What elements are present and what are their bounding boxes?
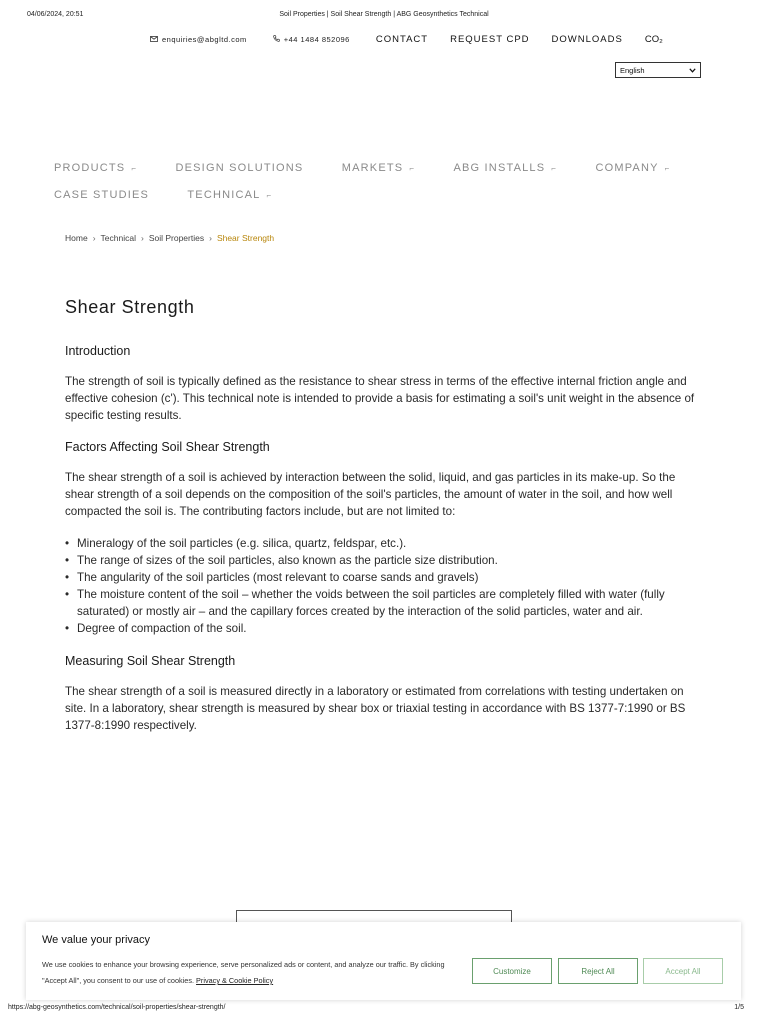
breadcrumb xyxy=(65,233,274,243)
breadcrumb-home[interactable]: Home xyxy=(65,233,88,243)
phone-text: +44 1484 852096 xyxy=(283,34,350,44)
breadcrumb-separator: › xyxy=(140,233,144,243)
envelope-icon xyxy=(150,35,158,44)
nav-item-label: ABG INSTALLS xyxy=(453,162,546,174)
list-item: • Mineralogy of the soil particles (e.g. silica, quartz, feldspar, etc.). xyxy=(77,535,695,552)
breadcrumb-separator: › xyxy=(209,233,212,243)
reject-all-button[interactable]: Reject All xyxy=(558,958,638,984)
list-item: • The range of sizes of the soil particles, also known as the particle size distribution. xyxy=(77,552,695,569)
nav-item-label: MARKETS xyxy=(341,162,404,174)
list-item: • The moisture content of the soil – whether the voids between the soil particles are completely filled with water (fully saturated) or mostly air – and the capillary forces created by the interaction of the solid particles, water and air. xyxy=(77,586,695,620)
main-navigation xyxy=(54,155,714,209)
cookie-consent-banner xyxy=(26,922,741,1000)
dropdown-caret-icon: ⌐ xyxy=(131,164,138,173)
section-paragraph-measuring: The shear strength of a soil is measured directly in a laboratory or estimated from correlations with testing undertaken on site. In a laboratory, shear strength is measured by shear box or triaxial testing in accordance with BS 1377-7:1990 or BS 1377-8:1990 respectively. xyxy=(65,685,686,732)
nav-item-design-solutions[interactable] xyxy=(175,155,303,181)
cookie-banner-description: We use cookies to enhance your browsing experience, serve personalized ads or content, and analyze our traffic. By clicking "Accept All", you consent to our use of cookies. xyxy=(42,960,445,985)
dropdown-caret-icon: ⌐ xyxy=(551,164,558,173)
nav-item-label: TECHNICAL xyxy=(187,189,261,201)
breadcrumb-current: Shear Strength xyxy=(216,233,275,243)
breadcrumb-separator: › xyxy=(92,233,96,243)
section-heading-factors: Factors Affecting Soil Shear Strength xyxy=(65,440,270,454)
downloads-link[interactable]: DOWNLOADS xyxy=(551,33,623,45)
section-heading-introduction: Introduction xyxy=(65,344,131,358)
breadcrumb-soil-properties[interactable]: Soil Properties xyxy=(148,233,205,243)
nav-item-label: PRODUCTS xyxy=(54,162,126,174)
nav-item-abg-installs[interactable] xyxy=(453,155,557,182)
print-title: Soil Properties | Soil Shear Strength | ABG Geosynthetics Technical xyxy=(279,11,489,18)
section-paragraph-factors: The shear strength of a soil is achieved by interaction between the solid, liquid, and gas particles in its make-up. So the shear strength of a soil depends on the composition of the soil's particles, the amount of water in the soil, and how well compacted the soil is. The contributing factors include, but are not limited to: xyxy=(65,471,676,518)
privacy-policy-link[interactable]: Privacy & Cookie Policy xyxy=(196,976,274,985)
list-item: • The angularity of the soil particles (most relevant to coarse sands and gravels) xyxy=(77,569,695,586)
accept-all-button[interactable]: Accept All xyxy=(643,958,723,984)
section-paragraph-introduction: The strength of soil is typically defined as the resistance to shear stress in terms of the effective internal friction angle and effective cohesion (c'). This technical note is intended to provide a basis for estimating a soil's unit weight in the absence of specific testing results. xyxy=(65,375,695,422)
email-text: enquiries@abgltd.com xyxy=(162,34,247,44)
dropdown-caret-icon: ⌐ xyxy=(409,164,416,173)
contact-link[interactable]: CONTACT xyxy=(375,33,429,45)
article-content xyxy=(65,343,695,749)
nav-item-label: COMPANY xyxy=(595,162,659,174)
nav-item-products[interactable] xyxy=(54,155,137,182)
nav-item-company[interactable] xyxy=(595,155,670,182)
print-date: 04/06/2024, 20:51 xyxy=(27,11,84,18)
dropdown-caret-icon: ⌐ xyxy=(664,164,671,173)
cookie-banner-text xyxy=(42,957,462,989)
request-cpd-link[interactable]: REQUEST CPD xyxy=(450,33,530,45)
section-heading-measuring: Measuring Soil Shear Strength xyxy=(65,654,236,668)
top-utility-bar xyxy=(150,31,670,47)
nav-item-label: DESIGN SOLUTIONS xyxy=(175,162,304,174)
factors-list xyxy=(65,535,695,637)
customize-button[interactable]: Customize xyxy=(472,958,552,984)
language-select[interactable] xyxy=(615,62,701,78)
nav-item-technical[interactable] xyxy=(187,182,272,209)
page-title: Shear Strength xyxy=(65,297,195,317)
phone-link[interactable] xyxy=(273,35,350,44)
co2-link[interactable]: CO₂ xyxy=(644,33,663,45)
cookie-banner-title: We value your privacy xyxy=(42,934,151,946)
nav-item-markets[interactable] xyxy=(342,155,415,182)
breadcrumb-technical[interactable]: Technical xyxy=(100,233,136,243)
print-page-number: 1/5 xyxy=(734,1004,744,1011)
chevron-down-icon xyxy=(689,66,696,75)
language-select-value: English xyxy=(620,65,645,75)
phone-icon xyxy=(273,35,280,44)
nav-item-case-studies[interactable] xyxy=(54,182,149,208)
email-link[interactable] xyxy=(150,35,247,44)
nav-item-label: CASE STUDIES xyxy=(54,189,150,201)
list-item: • Degree of compaction of the soil. xyxy=(77,620,695,637)
dropdown-caret-icon: ⌐ xyxy=(266,191,273,200)
print-url: https://abg-geosynthetics.com/technical/soil-properties/shear-strength/ xyxy=(8,1004,226,1011)
